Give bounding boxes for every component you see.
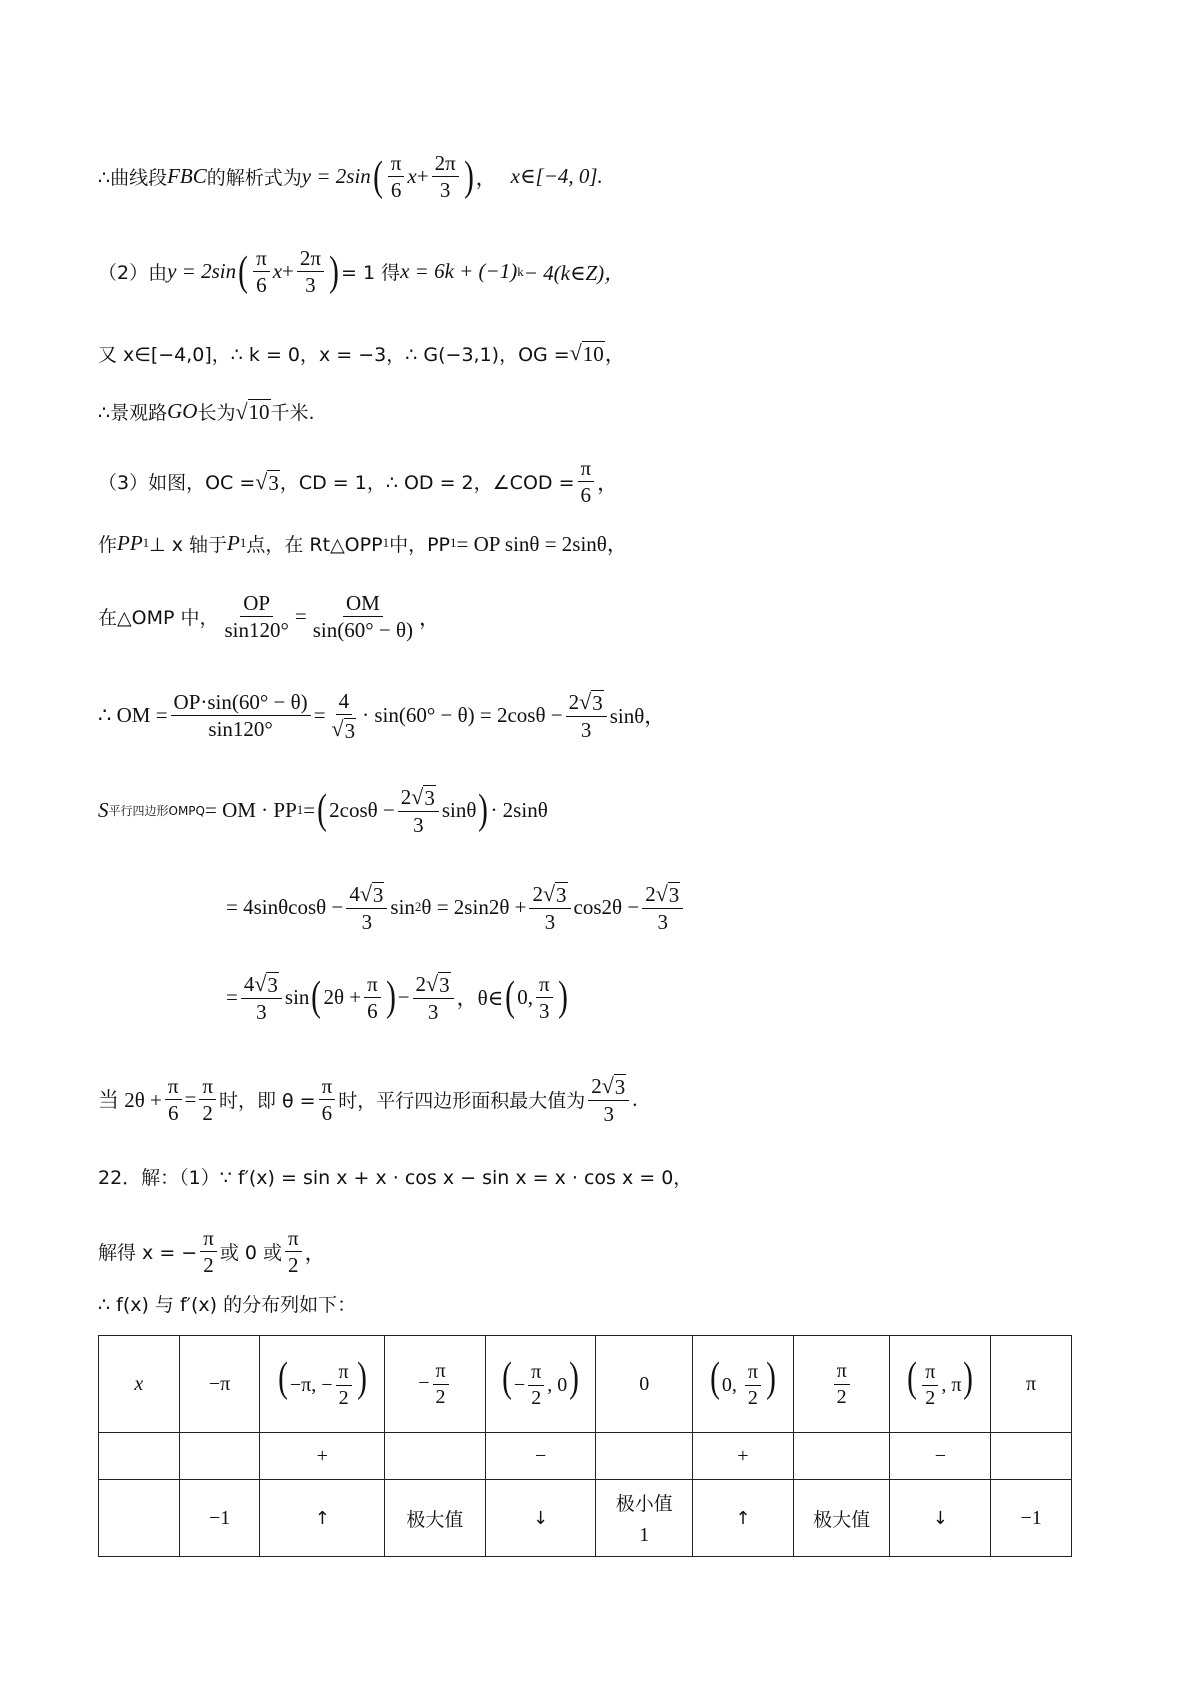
text: P [227, 530, 240, 555]
line-q22 [98, 1163, 692, 1190]
table-cell [99, 1433, 180, 1480]
table-cell: −π [179, 1336, 260, 1433]
text: 3 [267, 973, 278, 998]
line-part2: （2）由 y = 2sin ( $\frac{\pi}{6}$ x + $\frac{2\pi}{3}$ ) = 1 得 x = 6k + (−1) k − 4(k∈Z)， [98, 246, 626, 298]
text: ，CD = 1，∴ OD = 2，∠COD = [279, 472, 575, 495]
text: 3 [614, 1075, 626, 1100]
table-cell: ( − $\frac{\pi}{2}$ , 0) [485, 1336, 596, 1433]
text: 2 [591, 1074, 602, 1098]
text: 10 [582, 341, 604, 366]
line-pp1 [98, 528, 628, 558]
text: θ = 2sin2θ + [421, 894, 527, 919]
text: 3 [544, 909, 556, 934]
text: sinθ [441, 797, 477, 822]
line-curve-expression: ∴曲线段 FBC 的解析式为 y = 2sin ( $\frac{\pi}{6}$ x + $\frac{2\pi}{3}$ ) ， x∈[−4, 0]. [98, 151, 603, 203]
line-solutions: 解得 x = − $\frac{\pi}{2}$ 或 0 或 $\frac{\pi}{2}$ ， [98, 1226, 326, 1278]
text: 极小值 [615, 1493, 673, 1515]
text: 22．解：（1）∵ f′(x) = sin x + x · cos x − sin x = x · cos x = 0， [98, 1167, 693, 1189]
table-cell: ↑ [260, 1480, 385, 1557]
text: 2 [400, 785, 412, 809]
text: · 2sinθ [490, 797, 548, 822]
table-cell: ↓ [485, 1480, 596, 1557]
line-expand: = 4sinθcosθ − 4 √ 3 3 sin 2 θ = 2sin2θ + 2 √ 3 3 cos2θ − 2 √ 3 3 [226, 880, 686, 935]
text: 2 [645, 882, 656, 906]
text: 解得 x = − [98, 1242, 198, 1265]
text: 3 [427, 999, 439, 1024]
line-sine-law: 在△OMP 中， $\frac{OP}{\sin 120^\circ}$ = $\frac{OM}{\sin(60^\circ - \theta)}$ ， [98, 591, 441, 643]
text: ∴ f(x) 与 f′(x) 的分布列如下： [98, 1294, 357, 1316]
text: 千米. [270, 402, 315, 424]
text: 3 [256, 999, 267, 1024]
text: sin [390, 894, 415, 919]
table-cell: ( −π, − $\frac{\pi}{2}$ ) [260, 1336, 385, 1433]
text: 6 [367, 998, 378, 1023]
text: − 4(k∈Z)， [523, 260, 626, 285]
text: sin(60° − θ) [312, 618, 414, 643]
table-row [99, 1336, 1072, 1433]
text: 又 x∈[−4,0]，∴ k = 0，x = −3，∴ G(−3,1)，OG = [98, 343, 570, 366]
text: 1 [382, 535, 390, 550]
text: = 1 得 [340, 262, 401, 285]
line-part3: （3）如图，OC = √ 3 ，CD = 1，∴ OD = 2，∠COD = $\frac{\pi}{6}$ ， [98, 456, 619, 508]
text: 1 [639, 1524, 650, 1546]
text: π [200, 1225, 217, 1252]
text: 或 0 或 [219, 1242, 282, 1265]
table-cell [99, 1480, 180, 1557]
line-solve-g: 又 x∈[−4,0]，∴ k = 0，x = −3，∴ G(−3,1)，OG = √ 10 ， [98, 340, 626, 366]
line-max-value: 当 2θ + $\frac{\pi}{6}$ = $\frac{\pi}{2}$ 时，即 θ = $\frac{\pi}{6}$ 时，平行四边形面积最大值为 2 √ 3 3 . [98, 1073, 638, 1126]
text: 2θ + [323, 984, 362, 1009]
text: 3 [592, 691, 603, 716]
table-row [99, 1480, 1072, 1557]
text: 1 [296, 802, 304, 818]
table-cell [596, 1433, 693, 1480]
table-cell: − [485, 1433, 596, 1480]
text: sin [284, 984, 310, 1009]
text: 在△OMP 中， [98, 607, 219, 630]
text: OP [240, 590, 273, 617]
text: 3 [657, 909, 668, 934]
table-cell: ( $\frac{\pi}{2}$ , π) [890, 1336, 991, 1433]
text: （3）如图，OC = [98, 472, 256, 495]
table-cell: −1 [991, 1480, 1072, 1557]
text: 时，平行四边形面积最大值为 [338, 1089, 586, 1112]
table-row [99, 1433, 1072, 1480]
table-cell [179, 1433, 260, 1480]
text: cos2θ − [573, 894, 640, 919]
table-cell: − [890, 1433, 991, 1480]
text: 2 [202, 1100, 213, 1125]
text: ，θ∈ [456, 986, 504, 1011]
text: 3 [413, 812, 424, 837]
text: 3 [668, 883, 680, 908]
text: OM [343, 590, 383, 617]
text: 10 [248, 400, 270, 425]
text: 的解析式为 [206, 167, 302, 190]
text: − [397, 984, 410, 1009]
text: PP [117, 530, 143, 555]
line-area: S 平行四边形OMPQ = OM · PP 1 = ( 2cosθ − 2 √ 3 3 sinθ ) · 2sinθ [98, 784, 548, 837]
text: GO [167, 399, 198, 423]
text: 4 [336, 688, 353, 715]
text: 2 [415, 972, 427, 996]
text: = [303, 797, 316, 822]
text: π [364, 971, 381, 998]
text: = [226, 984, 238, 1009]
table-cell: 极大值 [793, 1480, 890, 1557]
text: 3 [439, 973, 450, 998]
table-cell [385, 1433, 486, 1480]
text: 作 [98, 533, 118, 556]
text: x∈[−4, 0]. [510, 164, 603, 189]
text: 中，PP [389, 533, 450, 556]
text: ∴景观路 [98, 402, 168, 424]
text: 3 [424, 786, 435, 811]
text: 3 [603, 1101, 614, 1126]
text: · sin(60° − θ) = 2cosθ − [362, 702, 563, 727]
table-cell: ↓ [890, 1480, 991, 1557]
table-cell [596, 1480, 693, 1557]
text: = [313, 702, 326, 727]
text: = [184, 1086, 197, 1111]
text: 4 [349, 882, 360, 906]
text: ∴ OM = [98, 702, 168, 727]
text: k [517, 263, 524, 279]
text: 长为 [197, 402, 236, 424]
text: 3 [556, 883, 567, 908]
text: = OP sinθ = 2sinθ， [456, 532, 628, 556]
text: 2 [568, 690, 580, 714]
text: 点，在 Rt△OPP [246, 533, 383, 556]
text: 1 [449, 535, 457, 550]
table-cell: ( 0, $\frac{\pi}{2}$ ) [693, 1336, 794, 1433]
text: 平行四边形OMPQ [108, 803, 205, 818]
text: = OM · PP [204, 797, 297, 822]
line-simplify: = 4 √ 3 3 sin ( 2θ + $\frac{\pi}{6}$ ) − 2 √ 3 3 ，θ∈ ( 0, $\frac{\pi}{3}$ ) [226, 971, 568, 1024]
text: 1 [142, 535, 150, 550]
text: 时，即 θ = [218, 1089, 316, 1112]
text: y = 2sin [301, 164, 371, 189]
text: 当 2θ + [98, 1088, 162, 1113]
text: 2cosθ − [329, 797, 395, 822]
text: OP·sin(60° − θ) [171, 689, 311, 716]
text: 3 [268, 470, 279, 495]
text: FBC [167, 164, 207, 189]
text: ， [604, 342, 626, 366]
table-cell: −1 [179, 1480, 260, 1557]
table-cell: 0 [596, 1336, 693, 1433]
text: sin120° [208, 716, 273, 741]
table-cell: $\frac{\pi}{2}$ [793, 1336, 890, 1433]
table-cell: π [991, 1336, 1072, 1433]
table-cell: − $\frac{\pi}{2}$ [385, 1336, 486, 1433]
text: 3 [372, 883, 384, 908]
text: = 4sinθcosθ − [226, 894, 344, 919]
table-cell: x [99, 1336, 180, 1433]
text: 2 [203, 1253, 214, 1278]
line-om: ∴ OM = $\frac{OP\cdot\sin(60^\circ - \theta)}{\sin 120^\circ}$ = 4 √ 3 · sin(60° − θ) = 2cosθ − 2 √ 3 3 sinθ， [98, 689, 666, 743]
line-go-length: ∴景观路 GO 长为 √ 10 千米. [98, 398, 315, 425]
text: 1 [239, 535, 247, 550]
text: 3 [580, 717, 592, 742]
text: 3 [361, 909, 373, 934]
table-cell: + [260, 1433, 385, 1480]
text: sinθ， [609, 704, 666, 729]
text: 4 [243, 972, 255, 996]
table-cell: ↑ [693, 1480, 794, 1557]
table-cell [793, 1433, 890, 1480]
text: 3 [344, 718, 356, 743]
text: ∴曲线段 [98, 167, 168, 190]
text: 3 [539, 998, 550, 1023]
text: S [98, 797, 109, 822]
text: . [632, 1086, 638, 1111]
text: 6 [167, 1100, 179, 1125]
table-cell: + [693, 1433, 794, 1480]
text: 2 [414, 899, 422, 915]
text: ， [419, 605, 441, 630]
text: x = 6k + (−1) [400, 259, 518, 284]
distribution-table [98, 1335, 1072, 1557]
text: ⊥ x 轴于 [149, 533, 228, 556]
text: 2 [532, 882, 543, 906]
line-table-intro [98, 1290, 356, 1317]
text: （2）由 [98, 262, 168, 285]
text: π [165, 1073, 182, 1100]
text: 0, [517, 984, 533, 1009]
text: sin120° [224, 618, 289, 643]
table-cell [991, 1433, 1072, 1480]
table-cell: 极大值 [385, 1480, 486, 1557]
